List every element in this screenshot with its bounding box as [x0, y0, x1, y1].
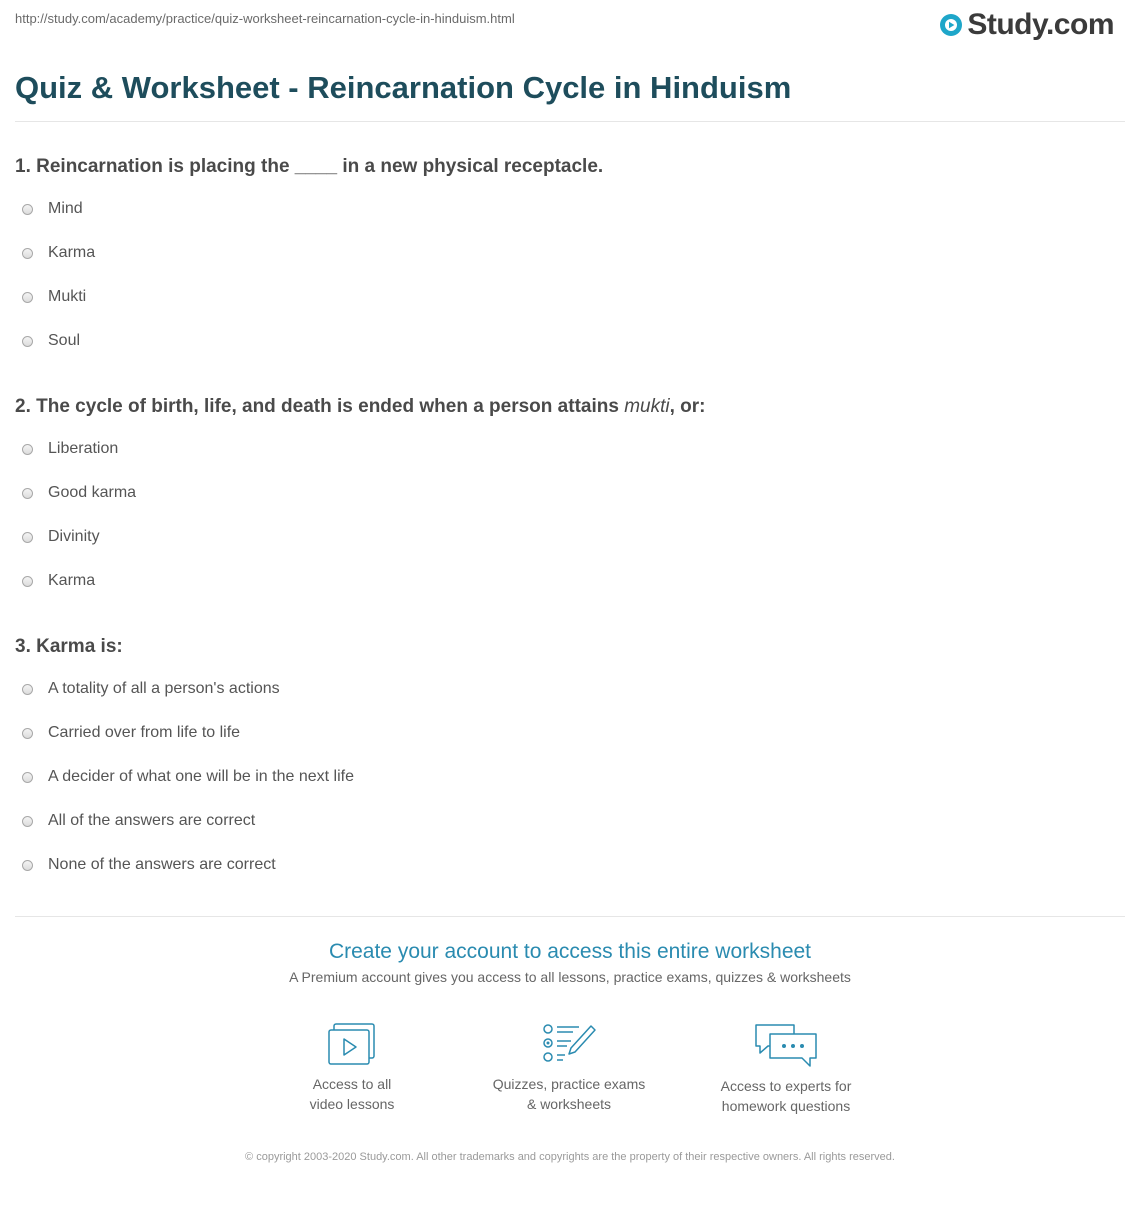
cta-subtitle: A Premium account gives you access to all lessons, practice exams, quizzes & worksheets — [289, 969, 851, 985]
feature-quizzes — [479, 1022, 659, 1114]
answer-label: Mind — [48, 200, 83, 217]
feature-experts — [696, 1022, 876, 1116]
radio-button[interactable] — [22, 684, 33, 695]
radio-button[interactable] — [22, 204, 33, 215]
feature-line: Quizzes, practice exams — [492, 1076, 646, 1092]
radio-button[interactable] — [22, 444, 33, 455]
play-circle-icon — [939, 13, 963, 37]
study-logo[interactable] — [939, 8, 1114, 42]
radio-button[interactable] — [22, 860, 33, 871]
radio-button[interactable] — [22, 488, 33, 499]
answer-label: Karma — [48, 572, 96, 589]
question-text-end: , or: — [669, 396, 706, 417]
answer-option[interactable] — [22, 200, 83, 218]
question-3: 3. Karma is: — [15, 636, 123, 657]
brand-name: Study.com — [967, 8, 1114, 41]
answer-label: Liberation — [48, 440, 119, 457]
answer-option[interactable] — [22, 484, 136, 502]
answer-option[interactable] — [22, 440, 118, 458]
radio-button[interactable] — [22, 576, 33, 587]
question-italic-term: mukti — [624, 396, 670, 417]
answer-label: Good karma — [48, 484, 137, 501]
page-title: Quiz & Worksheet - Reincarnation Cycle in Hinduism — [15, 70, 792, 105]
question-1: 1. Reincarnation is placing the ____ in a new physical receptacle. — [15, 156, 604, 177]
feature-line: video lessons — [309, 1096, 395, 1112]
question-text: 2. The cycle of birth, life, and death is ended when a person attains — [15, 396, 625, 417]
answer-option[interactable] — [22, 680, 280, 698]
radio-button[interactable] — [22, 292, 33, 303]
answer-label: None of the answers are correct — [48, 856, 276, 873]
answer-option[interactable] — [22, 288, 86, 306]
answer-option[interactable] — [22, 572, 95, 590]
browser-url[interactable]: http://study.com/academy/practice/quiz-worksheet-reincarnation-cycle-in-hinduism.html — [15, 11, 515, 26]
radio-button[interactable] — [22, 816, 33, 827]
cta-title-link[interactable]: Create your account to access this entire worksheet — [328, 940, 812, 963]
answer-option[interactable] — [22, 724, 240, 742]
radio-button[interactable] — [22, 728, 33, 739]
cta-divider — [15, 916, 1125, 917]
answer-label: Carried over from life to life — [48, 724, 241, 741]
radio-button[interactable] — [22, 248, 33, 259]
radio-button[interactable] — [22, 532, 33, 543]
feature-line: homework questions — [721, 1098, 851, 1114]
answer-option[interactable] — [22, 812, 255, 830]
title-divider — [15, 121, 1125, 122]
copyright-notice: © copyright 2003-2020 Study.com. All other trademarks and copyrights are the property of their respective owners. All rights reserved. — [245, 1151, 895, 1163]
answer-label: Mukti — [48, 288, 87, 305]
question-2 — [15, 396, 705, 418]
feature-line: Access to experts for — [720, 1078, 852, 1094]
answer-label: A decider of what one will be in the next life — [48, 768, 354, 785]
feature-line: & worksheets — [526, 1096, 612, 1112]
answer-option[interactable] — [22, 528, 100, 546]
answer-label: Divinity — [48, 528, 100, 545]
answer-option[interactable] — [22, 856, 276, 874]
answer-option[interactable] — [22, 244, 95, 262]
feature-line: Access to all — [312, 1076, 392, 1092]
video-lessons-icon — [326, 1022, 378, 1066]
radio-button[interactable] — [22, 772, 33, 783]
answer-label: Soul — [48, 332, 81, 349]
answer-option[interactable] — [22, 332, 80, 350]
chat-bubbles-icon — [754, 1022, 818, 1068]
answer-label: All of the answers are correct — [48, 812, 256, 829]
feature-video-lessons — [262, 1022, 442, 1114]
answer-label: A totality of all a person's actions — [48, 680, 280, 697]
radio-button[interactable] — [22, 336, 33, 347]
answer-option[interactable] — [22, 768, 354, 786]
quiz-checklist-icon — [541, 1022, 597, 1066]
answer-label: Karma — [48, 244, 96, 261]
